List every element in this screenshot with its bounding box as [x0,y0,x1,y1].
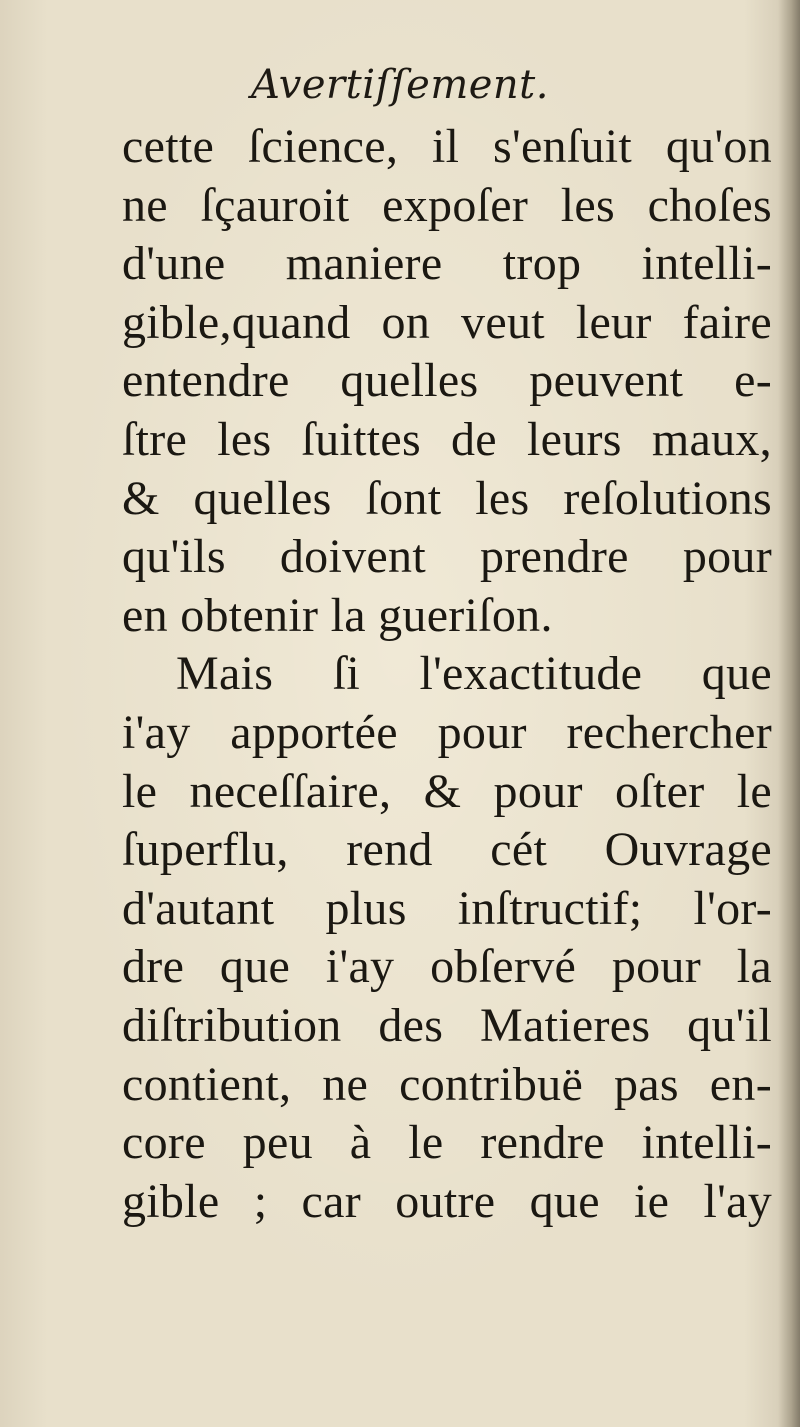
text-line: qu'ils doivent prendre pour [122,530,772,584]
text-line: cette ſcience, il s'enſuit qu'on [122,120,772,173]
text-line: en obtenir la gueriſon. [122,588,553,642]
text-line: ſuperflu, rend cét Ouvrage [122,823,772,877]
body-text [122,118,772,1231]
text-line: contient, ne contribuë pas en- [122,1057,772,1111]
text-line: ne ſçauroit expoſer les choſes [122,178,772,232]
running-header: Avertiſſement. [251,62,549,108]
text-line: ſtre les ſuittes de leurs maux, [122,412,772,466]
text-line: diſtribution des Matieres qu'il [122,998,772,1052]
text-line: gible ; car outre que ie l'ay [122,1174,772,1228]
text-line: entendre quelles peuvent e- [122,354,772,408]
text-line: dre que i'ay obſervé pour la [122,940,772,994]
text-line: d'une maniere trop intelli- [122,237,772,291]
text-line: i'ay apportée pour rechercher [122,705,772,759]
text-line: & quelles ſont les reſolutions [122,471,772,525]
text-line: gible,quand on veut leur faire [122,295,772,349]
text-line: core peu à le rendre intelli- [122,1116,772,1170]
text-line: le neceſſaire, & pour oſter le [122,764,772,818]
text-line: d'autant plus inſtructif; l'or- [122,881,772,935]
paragraph-first-line: Mais ſi l'exactitude que [176,647,772,701]
page-gutter-shadow [778,0,800,1427]
